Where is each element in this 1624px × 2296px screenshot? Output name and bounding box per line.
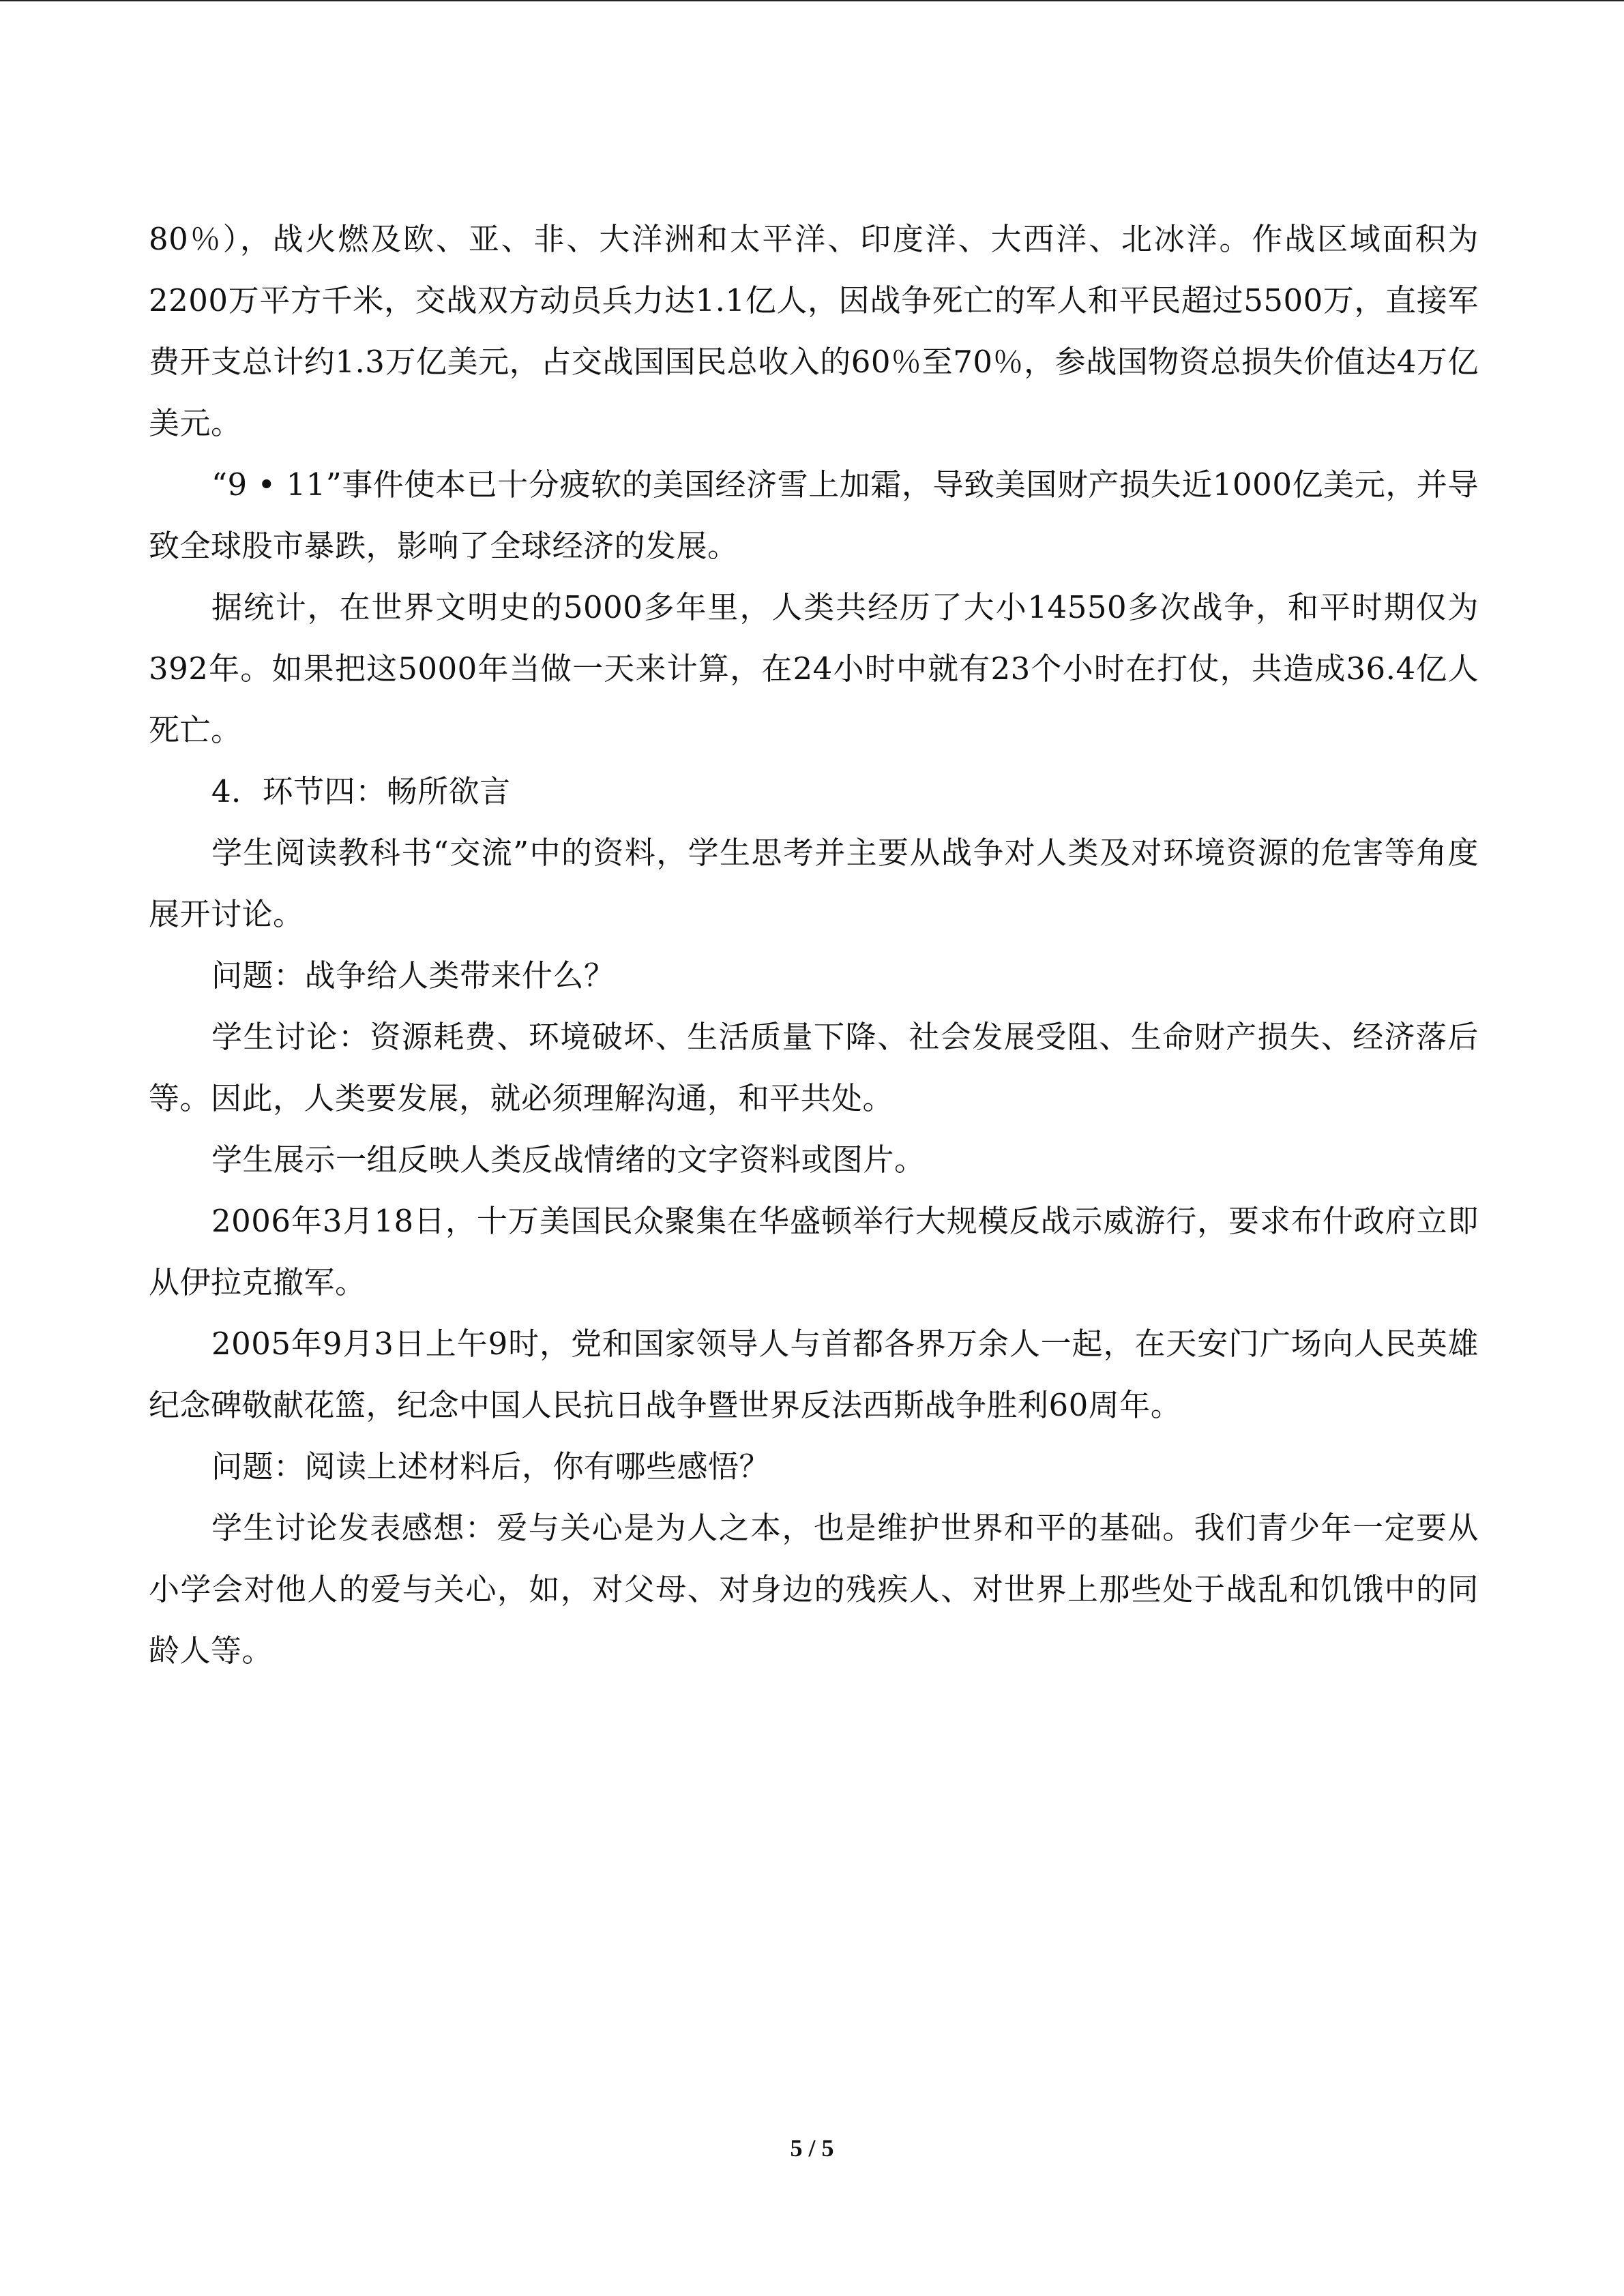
question-reflection: 问题：阅读上述材料后，你有哪些感悟？	[211, 1448, 771, 1485]
section-heading-step-four: 4．环节四：畅所欲言	[211, 773, 511, 809]
top-border-line	[0, 0, 1624, 1]
paragraph-2006-protest: 2006年3月18日，十万美国民众聚集在华盛顿举行大规模反战示威游行，要求布什政府立即从伊拉克撤军。	[149, 1203, 1479, 1300]
paragraph-student-discussion: 学生讨论：资源耗费、环境破坏、生活质量下降、社会发展受阻、生命财产损失、经济落后等。因此，人类要发展，就必须理解沟通，和平共处。	[149, 1019, 1479, 1116]
body-text	[149, 209, 1479, 1682]
paragraph-civilization-wars: 据统计，在世界文明史的5000多年里，人类共经历了大小14550多次战争，和平时期仅为392年。如果把这5000年当做一天来计算，在24小时中就有23个小时在打仗，共造成36.4亿人死亡。	[149, 589, 1479, 748]
page-number: 5 / 5	[790, 2134, 834, 2162]
paragraph-2005-commemoration: 2005年9月3日上午9时，党和国家领导人与首都各界万余人一起，在天安门广场向人民英雄纪念碑敬献花篮，纪念中国人民抗日战争暨世界反法西斯战争胜利60周年。	[149, 1326, 1479, 1423]
paragraph-student-reflections: 学生讨论发表感想：爱与关心是为人之本，也是维护世界和平的基础。我们青少年一定要从小学会对他人的爱与关心，如，对父母、对身边的残疾人、对世界上那些处于战乱和饥饿中的同龄人等。	[149, 1510, 1479, 1669]
paragraph-war-statistics: 80％），战火燃及欧、亚、非、大洋洲和太平洋、印度洋、大西洋、北冰洋。作战区域面积为2200万平方千米，交战双方动员兵力达1.1亿人，因战争死亡的军人和平民超过5500万，直接军费开支总计约1.3万亿美元，占交战国国民总收入的60％至70％，参战国物资总损失价值达4万亿美元。	[149, 221, 1479, 441]
paragraph-911-economy: “9 • 11”事件使本已十分疲软的美国经济雪上加霜，导致美国财产损失近1000亿美元，并导致全球股市暴跌，影响了全球经济的发展。	[149, 466, 1479, 564]
paragraph-reading-exchange: 学生阅读教科书“交流”中的资料，学生思考并主要从战争对人类及对环境资源的危害等角度展开讨论。	[149, 835, 1479, 932]
question-war-impact: 问题：战争给人类带来什么？	[211, 957, 615, 994]
paragraph-anti-war-materials: 学生展示一组反映人类反战情绪的文字资料或图片。	[211, 1142, 926, 1178]
